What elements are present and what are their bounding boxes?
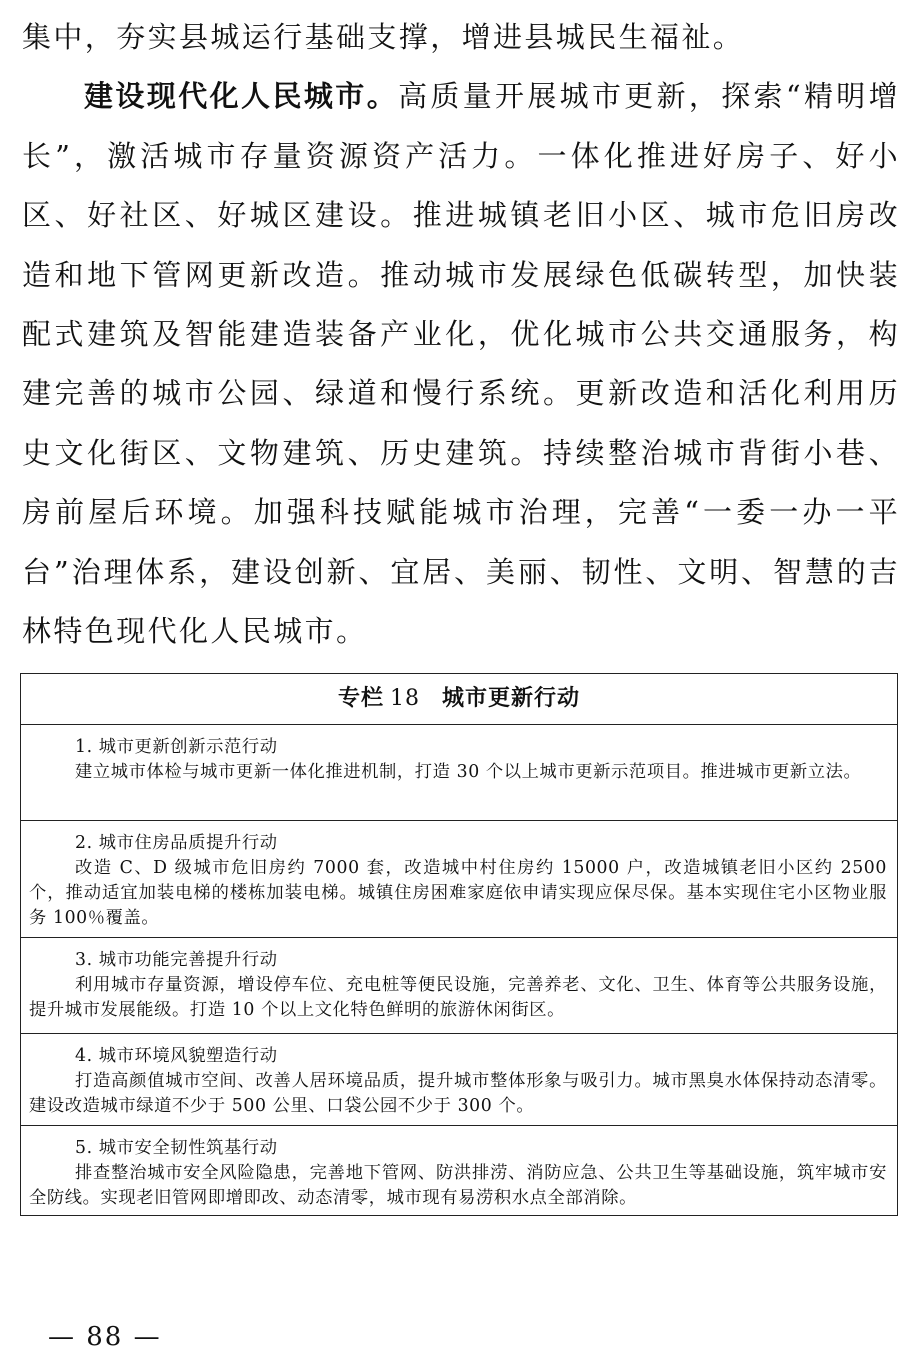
section-text: 利用城市存量资源，增设停车位、充电桩等便民设施，完善养老、文化、卫生、体育等公共服务设施，提升城市发展能级。打造 10 个以上文化特色鲜明的旅游休闲街区。	[29, 975, 887, 1020]
column-section	[21, 821, 897, 938]
page-number: — 88 —	[48, 1322, 162, 1352]
intro-line: 集中，夯实县城运行基础支撑，增进县城民生福祉。	[22, 20, 745, 54]
section-heading: 2. 城市住房品质提升行动	[75, 833, 278, 853]
section-text: 打造高颜值城市空间、改善人居环境品质，提升城市整体形象与吸引力。城市黑臭水体保持动态清零。建设改造城市绿道不少于 500 公里、口袋公园不少于 300 个。	[29, 1071, 887, 1116]
paragraph-urban	[22, 67, 900, 661]
paragraph-lead: 建设现代化人民城市。	[84, 79, 399, 114]
section-heading: 1. 城市更新创新示范行动	[75, 737, 278, 757]
paragraph-text: 高质量开展城市更新，探索“精明增长”，激活城市存量资源资产活力。一体化推进好房子、好小区、好社区、好城区建设。推进城镇老旧小区、城市危旧房改造和地下管网更新改造。推动城市发展绿色低碳转型，加快装配式建筑及智能建造装备产业化，优化城市公共交通服务，构建完善的城市公园、绿道和慢行系统。更新改造和活化利用历史文化街区、文物建筑、历史建筑。持续整治城市背街小巷、房前屋后环境。加强科技赋能城市治理，完善“一委一办一平台”治理体系，建设创新、宜居、美丽、韧性、文明、智慧的吉林特色现代化人民城市。	[22, 79, 900, 649]
column-label: 专栏	[337, 686, 384, 711]
body-text	[22, 8, 900, 661]
section-text: 改造 C、D 级城市危旧房约 7000 套，改造城中村住房约 15000 户，改造城镇老旧小区约 2500 个，推动适宜加装电梯的楼栋加装电梯。城镇住房困难家庭依申请实现应保尽保。基本实现住宅小区物业服务 100％覆盖。	[29, 858, 887, 928]
column-section	[21, 725, 897, 821]
section-text: 建立城市体检与城市更新一体化推进机制，打造 30 个以上城市更新示范项目。推进城市更新立法。	[75, 762, 862, 782]
section-text: 排查整治城市安全风险隐患，完善地下管网、防洪排涝、消防应急、公共卫生等基础设施，筑牢城市安全防线。实现老旧管网即增即改、动态清零，城市现有易涝积水点全部消除。	[29, 1163, 887, 1208]
column-title	[21, 674, 897, 725]
column-heading: 城市更新行动	[442, 686, 581, 711]
column-number: 18	[390, 686, 420, 711]
column-section	[21, 938, 897, 1034]
column-section	[21, 1126, 897, 1215]
section-heading: 3. 城市功能完善提升行动	[75, 950, 278, 970]
column-section	[21, 1034, 897, 1126]
section-heading: 4. 城市环境风貌塑造行动	[75, 1046, 278, 1066]
section-heading: 5. 城市安全韧性筑基行动	[75, 1138, 278, 1158]
column-box	[20, 673, 898, 1216]
